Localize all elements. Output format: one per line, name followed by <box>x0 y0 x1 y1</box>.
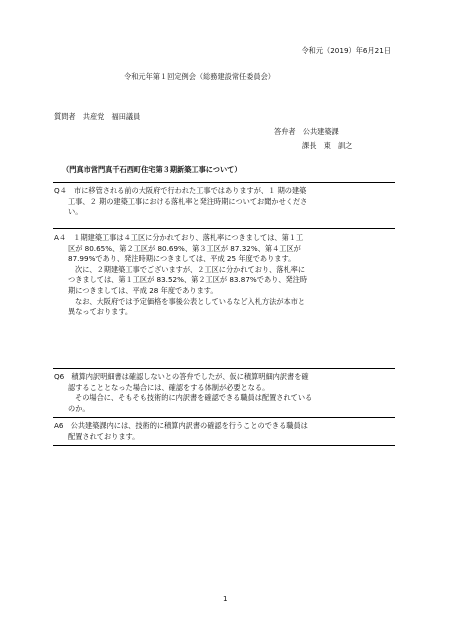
questioner: 質問者 共産党 福田議員 <box>54 112 141 121</box>
a4-line: 区が 80.65%、第２工区が 80.69%、第３工区が 87.32%、第４工区が <box>68 243 301 253</box>
a4-line: 87.99%であり、発注時期につきましては、平成 25 年度であります。 <box>68 254 296 264</box>
meeting-title: 令和元年第１回定例会（総務建設常任委員会） <box>124 72 275 81</box>
a4-line: 次に、２期建築工事でございますが、２工区に分かれており、落札率に <box>75 264 306 274</box>
topic-heading: （門真市営門真千石西町住宅第３期新築工事について） <box>62 165 242 174</box>
q4-line: Q４ 市に移管される前の大阪府で行われた工事ではありますが、１ 期の建築 <box>54 186 307 195</box>
a4-line: なお、大阪府では予定価格を事後公表としているなど入札方法が本市と <box>75 296 306 306</box>
q6-line: のか。 <box>68 403 90 413</box>
divider-2 <box>53 228 395 229</box>
q4-line: い。 <box>68 207 83 217</box>
q6-line: その場合に、そもそも技術的に内訳書を確認できる職員は配置されている <box>75 393 313 403</box>
document-date: 令和元（2019）年6月21日 <box>301 46 391 55</box>
q6-line: 認することとなった場合には、確認をする体制が必要となる。 <box>68 382 270 392</box>
question-4 <box>54 186 395 218</box>
a4-line: つきましては、第１工区が 83.52%、第２工区が 83.87%であり、発注時 <box>68 275 308 285</box>
divider-3 <box>53 368 395 369</box>
answerer-name: 課長 東 訓之 <box>302 141 353 150</box>
q6-line: Q6 積算内訳明細書は確認しないとの答弁でしたが、仮に積算明細内訳書を確 <box>54 372 309 381</box>
question-6 <box>54 372 395 414</box>
divider-4 <box>53 417 395 418</box>
a4-line: 異なっております。 <box>68 307 133 317</box>
answerer-department: 答弁者 公共建築課 <box>274 127 339 136</box>
answer-4 <box>54 233 395 318</box>
a4-line: A４ １期建築工事は４工区に分かれており、落札率につきましては、第１工 <box>54 233 304 242</box>
divider-1 <box>53 182 395 183</box>
q4-line: 工事、２ 期の建築工事における落札率と発注時期についてお聞かせくださ <box>68 196 308 206</box>
page-number: 1 <box>223 594 228 603</box>
answer-6 <box>54 421 395 442</box>
a6-line: 配置されております。 <box>68 431 140 441</box>
a4-line: 期につきましては、平成 28 年度であります。 <box>68 285 218 295</box>
a6-line: A6 公共建築課内には、技術的に積算内訳書の確認を行うことのできる職員は <box>54 421 308 430</box>
divider-5 <box>53 445 395 446</box>
